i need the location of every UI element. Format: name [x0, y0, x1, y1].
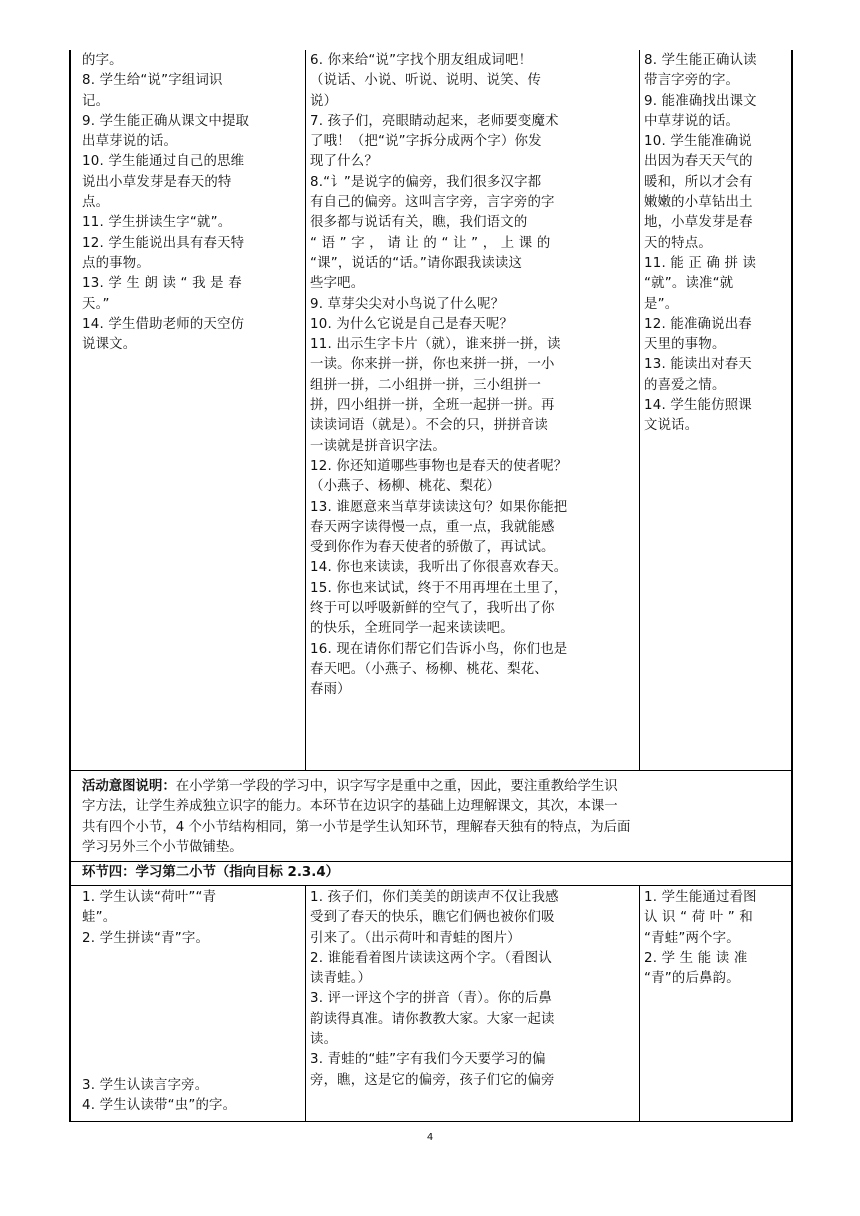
text-line: 组拼一拼，二小组拼一拼，三小组拼一 — [310, 377, 542, 393]
teacher-activity-column — [310, 51, 637, 701]
text-line: 读读词语（就是）。不会的只，拼拼音读 — [310, 418, 548, 434]
column-divider — [305, 885, 306, 1122]
text-line: 带言字旁的字。 — [644, 73, 740, 89]
text-line: 2. 学生拼读“青”字。 — [82, 930, 210, 946]
text-line: 有自己的偏旁。这叫言字旁，言字旁的字 — [310, 195, 555, 211]
text-line: 8. 学生能正确认读 — [644, 53, 757, 68]
text-line: 天里的事物。 — [644, 337, 726, 353]
text-line: 是”。 — [644, 296, 679, 312]
text-line: 3. 学生认读言字旁。 — [82, 1078, 209, 1093]
text-line: 1. 学生认读“荷叶”“青 — [82, 890, 217, 905]
text-line: 说课文。 — [82, 337, 137, 353]
text-line: 天。” — [82, 296, 110, 312]
text-line: “ 语 ” 字 ， 请 让 的 “ 让 ” ， 上 课 的 — [310, 235, 551, 251]
text-line: “就”。读准“就 — [644, 276, 734, 292]
text-line: 受到了春天的快乐，瞧它们俩也被你们吸 — [310, 910, 555, 926]
text-line: 7. 孩子们，亮眼睛动起来，老师要变魔术 — [310, 113, 559, 129]
text-line: 的快乐，全班同学一起来读读吧。 — [310, 621, 514, 637]
text-line: 13. 学 生 朗 读 “ 我 是 春 — [82, 276, 242, 292]
text-line: 春雨） — [310, 682, 351, 698]
text-line: 1. 孩子们，你们美美的朗读声不仅让我感 — [310, 890, 559, 905]
text-line: “青”的后鼻韵。 — [644, 971, 740, 987]
text-line: 出因为春天天气的 — [644, 154, 753, 170]
text-line: 3. 青蛙的“蛙”字有我们今天要学习的偏 — [310, 1052, 546, 1068]
text-line: 嫩嫩的小草钻出土 — [644, 195, 753, 211]
intent-line: 共有四个小节，4 个小节结构相同，第一小节是学生认知环节，理解春天独有的特点，为后面 — [82, 819, 631, 835]
section-heading: 环节四：学习第二小节（指向目标 2.3.4） — [82, 865, 340, 880]
intent-line — [82, 777, 790, 797]
text-line: 的喜爱之情。 — [644, 377, 726, 393]
page-number: 4 — [426, 1132, 434, 1143]
text-line: 2. 谁能看着图片读读这两个字。（看图认 — [310, 950, 552, 966]
text-line: 出草芽说的话。 — [82, 134, 178, 150]
text-line: 16. 现在请你们帮它们告诉小鸟，你们也是 — [310, 641, 568, 657]
lesson-table — [69, 50, 792, 1122]
text-line: 中草芽说的话。 — [644, 113, 740, 129]
text-line: 9. 草芽尖尖对小鸟说了什么呢？ — [310, 296, 505, 312]
text-line: 12. 学生能说出具有春天特 — [82, 235, 245, 251]
text-line: 春天吧。（小燕子、杨柳、桃花、梨花、 — [310, 661, 548, 677]
text-line: 14. 学生能仿照课 — [644, 398, 752, 414]
row-divider — [69, 885, 792, 886]
text-line: 春天两字读得慢一点，重一点，我就能感 — [310, 519, 555, 535]
text-line: （小燕子、杨柳、桃花、梨花） — [310, 479, 501, 495]
text-line: 12. 你还知道哪些事物也是春天的使者呢？ — [310, 458, 568, 474]
text-line: 拼，四小组拼一拼，全班一起拼一拼。再 — [310, 398, 555, 414]
text-line: 10. 学生能准确说 — [644, 134, 752, 150]
text-line: 点。 — [82, 195, 110, 211]
text-line: 记。 — [82, 93, 110, 109]
text-line: 读青蛙。） — [310, 971, 372, 987]
text-line: 蛙”。 — [82, 910, 117, 926]
text-line: 10. 为什么它说是自己是春天呢？ — [310, 316, 514, 332]
text-line: 6. 你来给“说”字找个朋友组成词吧！ — [310, 53, 533, 68]
text-line: 10. 学生能通过自己的思维 — [82, 154, 245, 170]
text-line: 8. 学生给“说”字组词识 — [82, 73, 223, 89]
text-line: 9. 学生能正确从课文中提取 — [82, 113, 250, 129]
text-line: 13. 谁愿意来当草芽读读这句？如果你能把 — [310, 499, 568, 515]
column-divider — [639, 885, 640, 1122]
text-line: 3. 评一评这个字的拼音（青）。你的后鼻 — [310, 991, 552, 1007]
text-line: 韵读得真准。请你教教大家。大家一起读 — [310, 1011, 555, 1027]
text-line: 很多都与说话有关，瞧，我们语文的 — [310, 215, 528, 231]
student-activity-column — [82, 1076, 302, 1117]
table-border-left — [69, 50, 71, 1122]
intent-label: 活动意图说明： — [82, 779, 176, 794]
text-line: 1. 学生能通过看图 — [644, 890, 757, 905]
text-line: 11. 能 正 确 拼 读 — [644, 255, 757, 271]
text-line: 8.“讠”是说字的偏旁，我们很多汉字都 — [310, 174, 542, 190]
text-line: 4. 学生认读带“虫”的字。 — [82, 1098, 237, 1114]
text-line: 11. 学生拼读生字“就”。 — [82, 215, 232, 231]
text-line: 地，小草发芽是春 — [644, 215, 753, 231]
text-line: 说出小草发芽是春天的特 — [82, 174, 232, 190]
table-border-bottom — [69, 1121, 792, 1122]
column-divider — [305, 50, 306, 770]
text-line: 的字。 — [82, 53, 123, 68]
text-line: （说话、小说、听说、说明、说笑、传 — [310, 73, 542, 89]
text-line: 13. 能读出对春天 — [644, 357, 752, 373]
text-line: 引来了。（出示荷叶和青蛙的图片） — [310, 930, 521, 946]
text-line: 认 识 “ 荷 叶 ” 和 — [644, 910, 753, 926]
text-line: 了哦！（把“说”字拆分成两个字）你发 — [310, 134, 542, 150]
text-line: 15. 你也来试试，终于不用再埋在土里了， — [310, 580, 568, 596]
assessment-column — [644, 51, 789, 437]
text-line: 受到你作为春天使者的骄傲了，再试试。 — [310, 540, 555, 556]
text-line: 终于可以呼吸新鲜的空气了，我听出了你 — [310, 601, 555, 617]
text-line: 天的特点。 — [644, 235, 712, 251]
text-line: 旁，瞧，这是它的偏旁，孩子们它的偏旁 — [310, 1072, 555, 1088]
text-line: 14. 你也来读读，我听出了你很喜欢春天。 — [310, 560, 568, 576]
text-line: 11. 出示生字卡片（就），谁来拼一拼，读 — [310, 337, 561, 353]
row-divider — [69, 861, 792, 862]
row-divider — [69, 770, 792, 771]
text-line: 现了什么？ — [310, 154, 378, 170]
activity-intent — [82, 777, 790, 858]
text-line: 12. 能准确说出春 — [644, 316, 752, 332]
text-line: 暖和，所以才会有 — [644, 174, 753, 190]
text-line: 2. 学 生 能 读 准 — [644, 950, 748, 966]
intent-text: 在小学第一学段的学习中，识字写字是重中之重，因此，要注重教给学生识 — [175, 779, 618, 794]
table-border-right — [791, 50, 793, 1122]
text-line: 一读就是拼音识字法。 — [310, 438, 446, 454]
text-line: “青蛙”两个字。 — [644, 930, 740, 946]
student-activity-column — [82, 51, 302, 355]
text-line: 14. 学生借助老师的天空仿 — [82, 316, 245, 332]
text-line: 点的事物。 — [82, 255, 150, 271]
student-activity-column — [82, 888, 302, 949]
text-line: 些字吧。 — [310, 276, 365, 292]
text-line: 9. 能准确找出课文 — [644, 93, 757, 109]
text-line: 读。 — [310, 1032, 338, 1048]
intent-line: 学习另外三个小节做铺垫。 — [82, 839, 243, 855]
column-divider — [639, 50, 640, 770]
text-line: “课”，说话的“话。”请你跟我读读这 — [310, 255, 523, 271]
text-line: 文说话。 — [644, 418, 699, 434]
teacher-activity-column — [310, 888, 637, 1091]
text-line: 说） — [310, 93, 338, 109]
intent-line: 字方法，让学生养成独立识字的能力。本环节在边识字的基础上边理解课文，其次，本课一 — [82, 799, 618, 815]
text-line: 一读。你来拼一拼，你也来拼一拼，一小 — [310, 357, 555, 373]
assessment-column — [644, 888, 789, 989]
